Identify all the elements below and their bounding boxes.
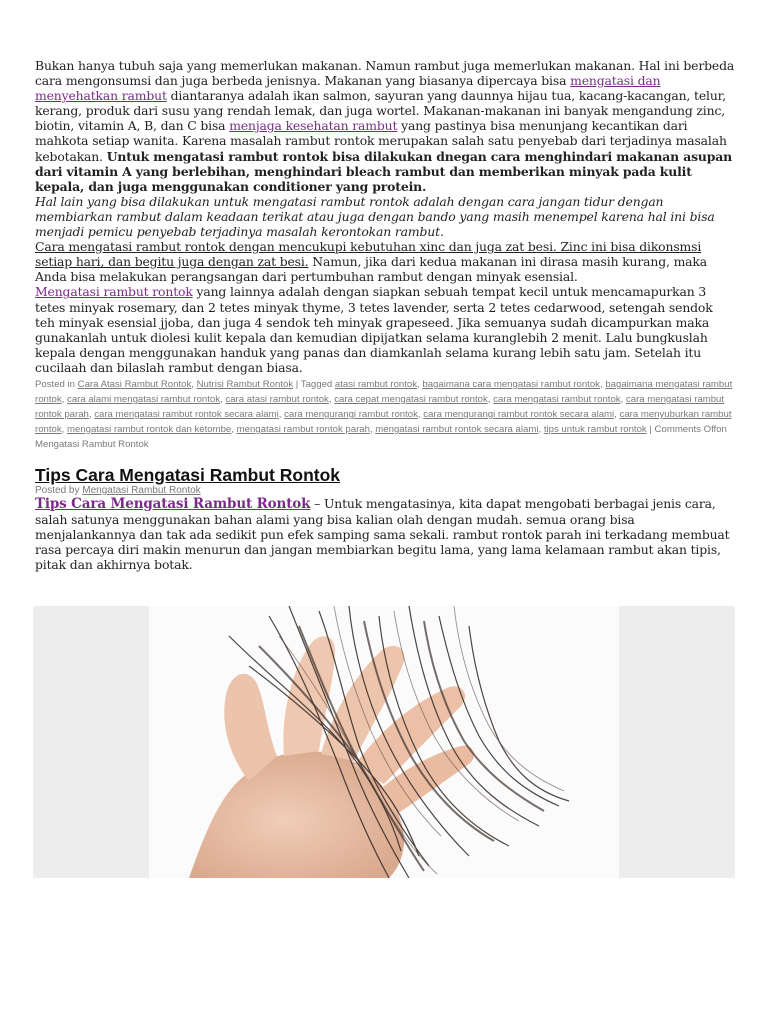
link-mengatasi-rambut-rontok[interactable]: Mengatasi rambut rontok — [35, 284, 193, 300]
underlined-tip: Cara mengatasi rambut rontok dengan mencukupi kebutuhan xinc dan juga zat besi. Zinc ini bisa dikonsmsi setiap hari, dan begitu juga dengan zat besi. — [35, 239, 702, 270]
category-link[interactable]: Nutrisi Rambut Rontok — [196, 378, 294, 390]
tag-link[interactable]: cara alami mengatasi rambut rontok — [67, 393, 221, 405]
tag-link[interactable]: cara mengatasi rambut rontok — [493, 393, 621, 405]
tag-link[interactable]: tips untuk rambut rontok — [543, 423, 647, 435]
post-meta: Posted in Cara Atasi Rambut Rontok, Nutrisi Rambut Rontok | Tagged atasi rambut rontok, bagaimana cara mengatasi rambut rontok, bagaimana mengatasi rambut rontok, cara alami mengatasi rambut rontok, cara atasi rambut rontok, cara cepat mengatasi rambut rontok, cara mengatasi rambut rontok, cara mengatasi rambut rontok parah, cara mengatasi rambut rontok secara alami, cara mengurangi rambut rontok, cara mengurangi rambut rontok secara alami, cara menyuburkan rambut rontok, mengatasi rambut rontok dan ketombe, mengatasi rambut rontok parah, mengatasi rambut rontok secara alami, tips untuk rambut rontok | Comments Offon Mengatasi Rambut Rontok — [35, 378, 733, 450]
tag-link[interactable]: cara mengurangi rambut rontok secara alami — [423, 408, 615, 420]
tag-link[interactable]: bagaimana cara mengatasi rambut rontok — [422, 378, 600, 390]
post-byline: Posted by Mengatasi Rambut Rontok — [35, 484, 201, 496]
hand-with-hair-illustration — [149, 606, 619, 878]
intro-link[interactable]: Tips Cara Mengatasi Rambut Rontok — [35, 495, 311, 512]
tag-link[interactable]: mengatasi rambut rontok parah — [236, 423, 370, 435]
author-link[interactable]: Mengatasi Rambut Rontok — [82, 484, 201, 496]
article-content — [35, 58, 735, 572]
link-menjaga-kesehatan[interactable]: menjaga kesehatan rambut — [229, 118, 398, 134]
tag-link[interactable]: cara cepat mengatasi rambut rontok — [334, 393, 488, 405]
tag-link[interactable]: cara menyuburkan rambut rontok — [35, 408, 732, 435]
category-link[interactable]: Cara Atasi Rambut Rontok — [77, 378, 192, 390]
tag-link[interactable]: bagaimana mengatasi rambut rontok — [35, 378, 733, 405]
photo-frame — [33, 606, 735, 878]
tag-link[interactable]: mengatasi rambut rontok dan ketombe — [67, 423, 232, 435]
bold-tip: Untuk mengatasi rambut rontok bisa dilakukan dnegan cara menghindari makanan asupan dari vitamin A yang berlebihan, menghindari bleach rambut dan memberikan minyak pada kulit kepala, dan juga menggunakan conditioner yang protein. — [35, 148, 733, 194]
tag-link[interactable]: cara mengatasi rambut rontok parah — [35, 393, 725, 420]
post-intro: Tips Cara Mengatasi Rambut Rontok – Untuk mengatasinya, kita dapat mengobati berbagai jenis cara, salah satunya menggunakan bahan alami yang bisa kalian olah dengan mudah. semua orang bisa menjalankannya dan tak ada sedikit pun efek samping sama sekali. rambut rontok parah ini terkadang membuat rasa percaya diri makin menurun dan jangan membiarkan begitu lama, yang lama kelamaan rambut akan tipis, pitak dan akhirnya botak. — [35, 495, 730, 573]
tag-link[interactable]: cara mengatasi rambut rontok secara alami — [94, 408, 279, 420]
tag-link[interactable]: cara mengurangi rambut rontok — [284, 408, 418, 420]
tag-link[interactable]: cara atasi rambut rontok — [225, 393, 329, 405]
article-paragraph-2: Mengatasi rambut rontok yang lainnya adalah dengan siapkan sebuah tempat kecil untuk mencamapurkan 3 tetes minyak rosemary, dan 2 tetes minyak thyme, 3 tetes lavender, serta 2 tetes cedarwood, setengah sendok teh minyak esensial jjoba, dan juga 4 sendok teh minyak grapeseed. Jika semuanya sudah dicampurkan maka gunakanlah untuk diolesi kulit kepala dan kemudian dipijatkan selama kuranglebih 2 menit. Lalu bungkuslah kepala dengan menggunakan handuk yang panas dan diamkanlah selama kurang lebih satu jam. Setelah itu cucilaah dan bilaslah rambut dengan biasa. — [35, 284, 713, 375]
article-paragraph-1: Bukan hanya tubuh saja yang memerlukan makanan. Namun rambut juga memerlukan makanan. Hal ini berbeda cara mengonsumsi dan juga berbeda jenisnya. Makanan yang biasanya dipercaya bisa mengatasi dan menyehatkan rambut diantaranya adalah ikan salmon, sayuran yang daunnya hijau tua, kacang-kacangan, telur, kerang, produk dari susu yang rendah lemak, dan juga wortel. Makanan-makanan ini banyak mengandung zinc, biotin, vitamin A, B, dan C bisa menjaga kesehatan rambut yang pastinya bisa menunjang kecantikan dari mahkota setiap wanita. Karena masalah rambut rontok merupakan salah satu penyebab dari terjadinya masalah kebotakan. Untuk mengatasi rambut rontok bisa dilakukan dnegan cara menghindari makanan asupan dari vitamin A yang berlebihan, menghindari bleach rambut dan memberikan minyak pada kulit kepala, dan juga menggunakan conditioner yang protein. Hal lain yang bisa dilakukan untuk mengatasi rambut rontok adalah dengan cara jangan tidur dengan membiarkan rambut dalam keadaan terikat atau juga dengan bando yang masih menempel karena hal ini bisa menjadi pemicu penyebab terjadinya masalah kerontokan rambut. Cara mengatasi rambut rontok dengan mencukupi kebutuhan xinc dan juga zat besi. Zinc ini bisa dikonsmsi setiap hari, dan begitu juga dengan zat besi. Namun, jika dari kedua makanan ini dirasa masih kurang, maka Anda bisa melakukan perangsangan dari pertumbuhan rambut dengan minyak esensial. — [35, 58, 735, 285]
post-title[interactable]: Tips Cara Mengatasi Rambut Rontok — [35, 464, 341, 485]
italic-tip: Hal lain yang bisa dilakukan untuk mengatasi rambut rontok adalah dengan cara jangan tidur dengan membiarkan rambut dalam keadaan terikat atau juga dengan bando yang masih menempel karena hal ini bisa menjadi pemicu penyebab terjadinya masalah kerontokan rambut. — [35, 193, 715, 240]
hair-loss-photo — [149, 606, 619, 878]
link-mengatasi-menyehatkan[interactable]: mengatasi dan menyehatkan rambut — [35, 73, 661, 104]
tag-link[interactable]: mengatasi rambut rontok secara alami — [375, 423, 539, 435]
tag-link[interactable]: atasi rambut rontok — [334, 378, 418, 390]
